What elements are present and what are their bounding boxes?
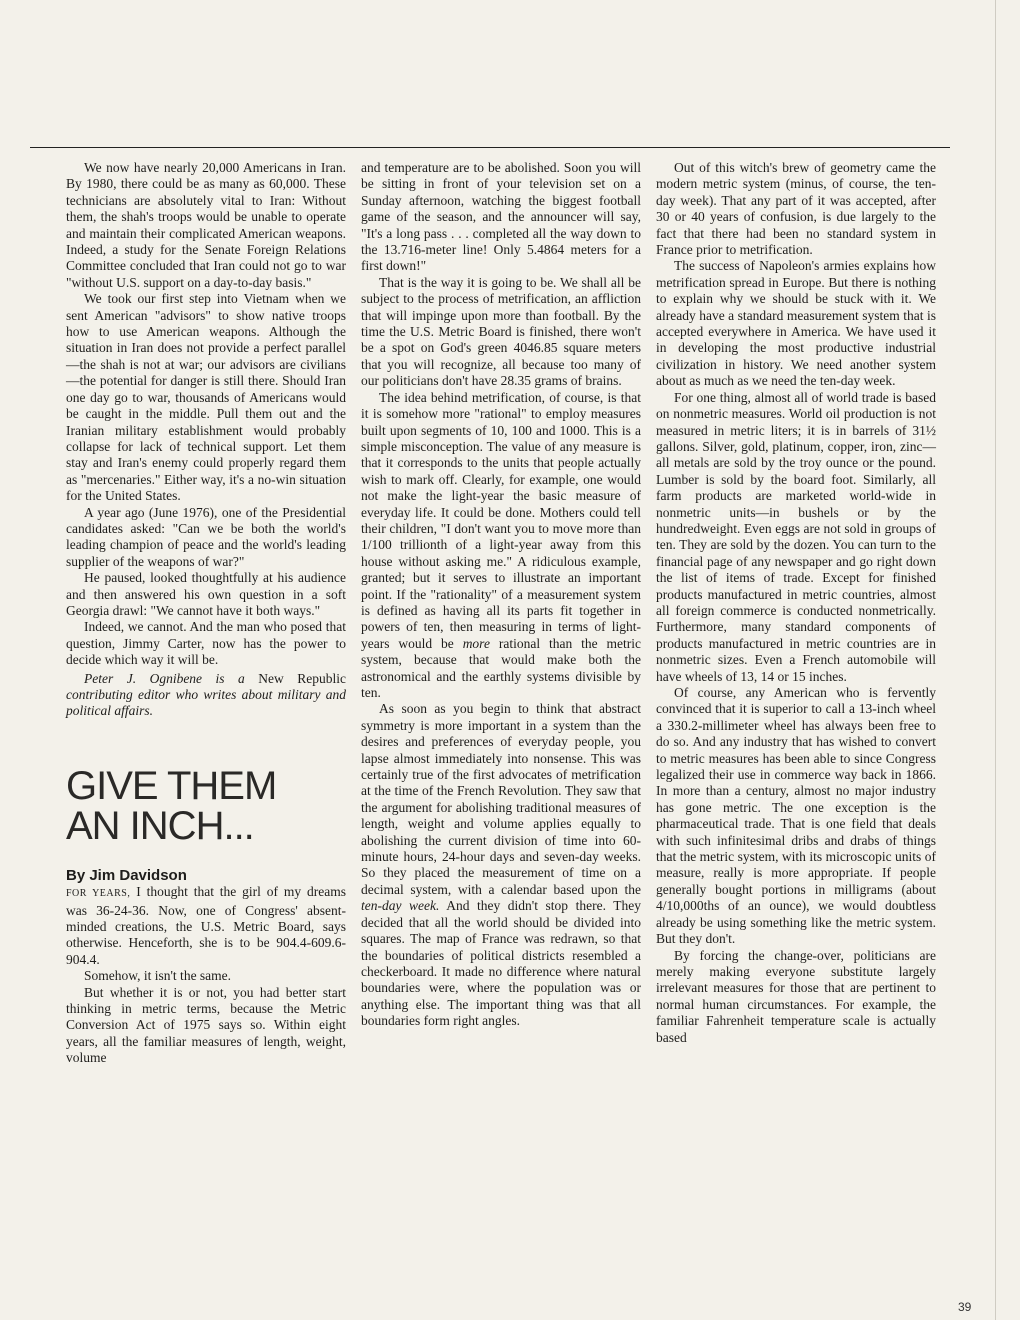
lead-text: I thought that the girl of my dreams was 36-24-36. Now, one of Congress' absent-minded creations, the U.S. Metric Board, says otherwise. Henceforth, she is to be 904.4-609.6-904.4. [66, 884, 346, 967]
paragraph: Of course, any American who is fervently convinced that it is superior to call a 13-inch wheel a 330.2-millimeter wheel has always been free to do so. And any industry that has wished to convert to metric measures has been able to since Congress legalized their use in commerce way back in 1866. In more than a century, almost no major industry has gone metric. The one exception is the pharmaceutical trade. That is one field that deals with such infinitesimal dribs and drabs of things that the metric system, with its microscopic units of measure, really is more appropriate. If people generally bought portions in milligrams (about 4/10,000ths of an ounce), we would doubtless already be using something like the metric system. But they don't. [656, 685, 936, 947]
column-3 [656, 160, 936, 1046]
scan-edge-line [995, 0, 996, 1320]
paragraph: A year ago (June 1976), one of the Presidential candidates asked: "Can we be both the world's leading champion of peace and the world's leading supplier of the weapons of war?" [66, 504, 346, 569]
article-title-line-2: AN INCH... [66, 803, 254, 848]
article-title [66, 763, 346, 848]
paragraph: Somehow, it isn't the same. [84, 968, 232, 984]
paragraph: and temperature are to be abolished. Soon you will be sitting in front of your television set on a Sunday afternoon, watching the biggest football game of the season, and the announcer will say, "It's a long pass . . . completed all the way down to the 13.716-meter line! Only 5.4864 meters for a first down!" [361, 160, 641, 274]
paragraph: By forcing the change-over, politicians are merely making everyone substitute largely irrelevant measures for those that are pertinent to normal human circumstances. For example, the familiar Fahrenheit temperature scale is actually based [656, 947, 936, 1045]
paragraph [361, 390, 641, 702]
text-run: The idea behind metrification, of course, is that it is somehow more "rational" to employ measures built upon segments of 10, 100 and 1000. This is a simple misconception. The value of any measure is that it corresponds to the units that people actually wish to mark off. Clearly, for example, one would not make the light-year the basic measure of everyday life. It could be done. Mothers could tell their children, "I don't want you to move more than 1/100 trillionth of a light-year away from this house without asking me." A ridiculous example, granted; but it serves to illustrate an important point. If the "rationality" of a measurement system is defined as having all its parts fit together in powers of ten, then measuring in terms of light-years would be [361, 389, 641, 651]
article-title-line-1: GIVE THEM [66, 763, 277, 808]
lead-smallcaps: FOR YEARS, [66, 888, 131, 900]
paragraph: That is the way it is going to be. We shall all be subject to the process of metrification, an affliction that will impinge upon more than football. By the time the U.S. Metric Board is finished, there won't be a spot on God's green 4046.85 square meters that you will recognize, all because too many of our politicians don't have 28.35 grams of brains. [361, 274, 641, 389]
paragraph: Out of this witch's brew of geometry came the modern metric system (minus, of course, the ten-day week). That any part of it was accepted, after 30 or 40 years of confusion, is due largely to the fact that there had been no standard system in France prior to metrification. [656, 160, 936, 258]
author-byline: By Jim Davidson [66, 866, 187, 884]
paragraph: For one thing, almost all of world trade is based on nonmetric measures. World oil production is not measured in metric liters; it is in barrels of 31½ gallons. Silver, gold, platinum, copper, iron, zinc—all metals are sold by the troy ounce or the pound. Lumber is sold by the board foot. Similarly, all farm products are marketed world-wide in nonmetric units—in bushels or by the hundredweight. Even eggs are not sold in groups of ten. They are sold by the dozen. You can turn to the financial page of any newspaper and go right down the list of items of trade. Except for finished products manufactured in metric countries, almost all foreign commerce is conducted nonmetrically. Furthermore, many standard components of products manufactured in metric countries are in nonmetric sizes. Even a French automobile will have wheels of 13, 14 or 15 inches. [656, 389, 936, 684]
author-note-name: Peter J. Ognibene [84, 670, 203, 686]
paragraph: We now have nearly 20,000 Americans in Iran. By 1980, there could be as many as 60,000. These technicians are absolutely vital to Iran: Without them, the shah's troops would be unable to operate and maintain their complicated American weapons. Indeed, a study for the Senate Foreign Relations Committee concluded that Iran could not go to war "without U.S. support on a day-to-day basis." [66, 160, 346, 290]
paragraph: He paused, looked thoughtfully at his audience and then answered his own question in a soft Georgia drawl: "We cannot have it both ways." [66, 570, 346, 618]
author-note-publication: New Republic [258, 670, 346, 686]
paragraph: The success of Napoleon's armies explains how metrification spread in Europe. But there is nothing to explain why we should be stuck with it. We already have a standard measurement system that is accepted everywhere in America. We have used it in developing the most productive industrial civilization in history. We need another system about as much as we need the ten-day week. [656, 258, 936, 389]
lead-paragraph [66, 884, 346, 968]
paragraph [361, 701, 641, 1029]
column-1 [66, 160, 346, 1067]
paragraph: We took our first step into Vietnam when we sent American "advisors" to show native troops how to use American weapons. Although the situation in Iran does not provide a perfect parallel—the shah is not at war; our advisors are civilians—the potential for danger is still there. Should Iran one day go to war, thousands of Americans would be caught in the middle. Pull them out and the Iranian military establishment would probably collapse for lack of technical support. Let them stay and Iran's enemy could properly regard them as "mercenaries." Either way, it's a no-win situation for the United States. [66, 291, 346, 504]
text-run: And they didn't stop there. They decided that all the world should be divided into squares. The map of France was redrawn, so that the boundaries of political districts resembled a checkerboard. It made no difference where natural boundaries were, where the population was or anything else. The important thing was that all boundaries form right angles. [361, 898, 641, 1029]
emphasis: ten-day week. [361, 898, 440, 914]
author-note-is-a: is a [202, 670, 259, 686]
paragraph: Indeed, we cannot. And the man who posed that question, Jimmy Carter, now has the power to decide which way it will be. [66, 619, 346, 668]
top-rule [30, 147, 950, 148]
author-note-rest: contributing editor who writes about military and political affairs. [66, 687, 346, 719]
author-note [66, 671, 346, 720]
page-number: 39 [958, 1300, 972, 1314]
text-run: As soon as you begin to think that abstract symmetry is more important in a system than the desires and preferences of everyday people, you lapse almost immediately into nonsense. This was certainly true of the first advocates of metrification at the time of the French Revolution. They saw that the argument for abolishing traditional measures of length, weight and volume applies equally to abolishing the current division of time into 60-minute hours, 24-hour days and seven-day weeks. So they placed the measurement of time on a decimal system, with a calendar based upon the [361, 701, 641, 897]
paragraph: But whether it is or not, you had better start thinking in metric terms, because the Metric Conversion Act of 1975 says so. Within eight years, all the familiar measures of length, weight, volume [66, 984, 346, 1066]
column-2 [361, 160, 641, 1030]
emphasis: more [462, 635, 490, 651]
text-run: rational than the metric system, because that would make both the astronomical and the earthly systems divisible by ten. [361, 635, 641, 700]
